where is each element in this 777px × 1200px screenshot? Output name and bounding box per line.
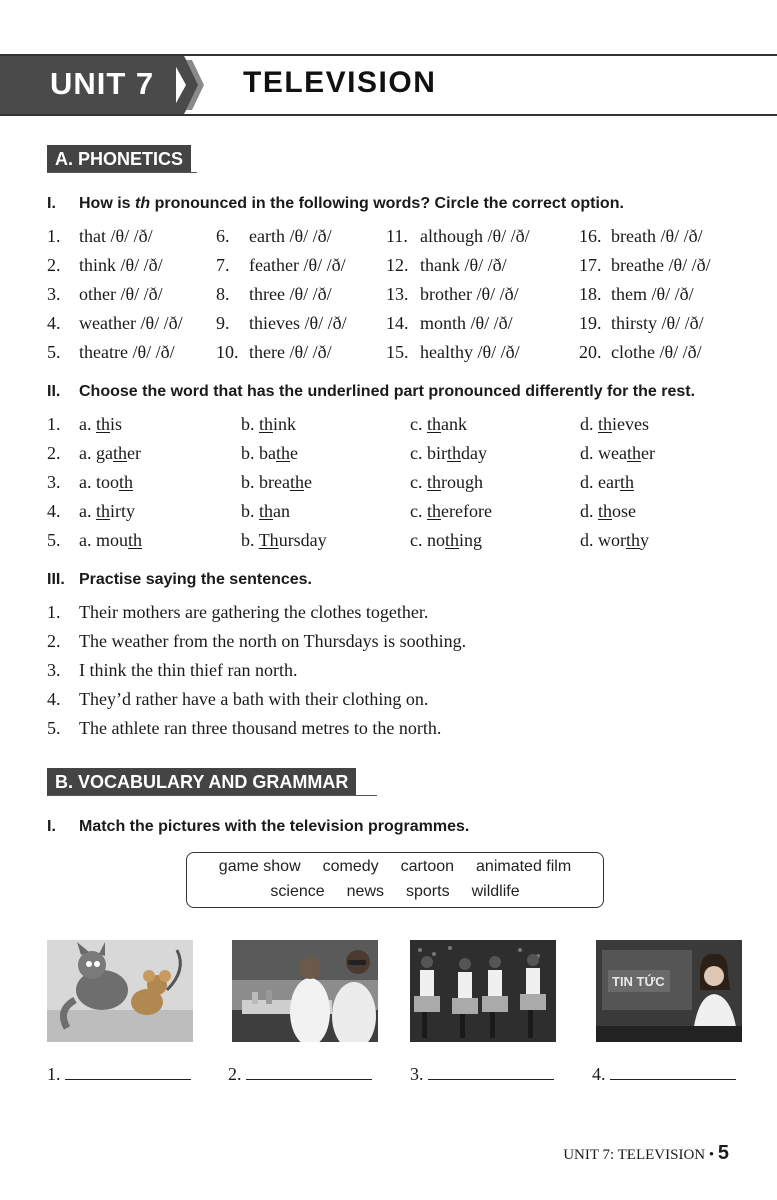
- phonetic-word-option[interactable]: healthy /θ/ /ð/: [420, 342, 520, 362]
- programme-word: news: [346, 883, 384, 900]
- practice-sentence: The athlete ran three thousand metres to the north.: [79, 718, 442, 738]
- programme-word: animated film: [476, 858, 572, 875]
- chevron-arrow-icon: [170, 56, 206, 114]
- word-choice-option[interactable]: a. this: [79, 414, 123, 434]
- word-choice-option[interactable]: d. those: [580, 501, 637, 521]
- question-number: II.: [47, 383, 61, 400]
- programme-word: cartoon: [400, 858, 455, 875]
- section-b-header: B. VOCABULARY AND GRAMMAR: [47, 768, 356, 796]
- underlined-sound: th: [598, 501, 613, 521]
- underlined-sound: th: [619, 472, 634, 492]
- phonetic-word-option[interactable]: earth /θ/ /ð/: [249, 226, 332, 246]
- word-choice-option[interactable]: d. earth: [580, 472, 634, 492]
- programme-word: game show: [218, 858, 301, 875]
- question-prompt: Match the pictures with the television programmes.: [79, 818, 470, 835]
- news-logo-text: TIN TỨC: [612, 974, 665, 989]
- practice-sentence: I think the thin thief ran north.: [79, 660, 298, 680]
- item-number: 5.: [47, 718, 61, 738]
- underlined-sound: th: [427, 414, 442, 434]
- question-prompt: Practise saying the sentences.: [79, 571, 312, 588]
- item-number: 6.: [216, 226, 230, 246]
- programme-word: wildlife: [471, 883, 520, 900]
- word-choice-option[interactable]: b. think: [241, 414, 297, 434]
- underlined-sound: th: [626, 443, 641, 463]
- footer-label: UNIT 7: TELEVISION •: [563, 1147, 715, 1163]
- question-prompt: How is th pronounced in the following words? Circle the correct option.: [79, 195, 624, 212]
- item-number: 9.: [216, 313, 230, 333]
- word-choice-option[interactable]: b. Thursday: [241, 530, 327, 550]
- word-choice-option[interactable]: d. worthy: [580, 530, 650, 550]
- word-choice-option[interactable]: c. thank: [410, 414, 468, 434]
- word-choice-option[interactable]: b. bathe: [241, 443, 299, 463]
- answer-blank-input: [610, 1065, 736, 1080]
- word-choice-option[interactable]: a. tooth: [79, 472, 134, 492]
- science-lab-picture: [232, 940, 378, 1042]
- page-footer: [563, 1142, 729, 1165]
- item-number: 18.: [579, 284, 602, 304]
- item-number: 5.: [47, 530, 61, 550]
- item-number: 19.: [579, 313, 602, 333]
- item-number: 3.: [47, 284, 61, 304]
- phonetic-word-option[interactable]: them /θ/ /ð/: [611, 284, 694, 304]
- answer-line[interactable]: 3.: [410, 1064, 554, 1085]
- underlined-sound: th: [119, 472, 134, 492]
- underlined-sound: th: [259, 414, 274, 434]
- practice-sentence: The weather from the north on Thursdays is soothing.: [79, 631, 467, 651]
- item-number: 20.: [579, 342, 602, 362]
- question-number: I.: [47, 818, 56, 835]
- phonetic-word-option[interactable]: other /θ/ /ð/: [79, 284, 163, 304]
- item-number: 1.: [47, 226, 61, 246]
- phonetic-word-option[interactable]: think /θ/ /ð/: [79, 255, 163, 275]
- item-number: 5.: [47, 342, 61, 362]
- item-number: 8.: [216, 284, 230, 304]
- phonetic-word-option[interactable]: theatre /θ/ /ð/: [79, 342, 175, 362]
- word-choice-option[interactable]: c. therefore: [410, 501, 492, 521]
- section-a-header: A. PHONETICS: [47, 145, 191, 173]
- item-number: 7.: [216, 255, 230, 275]
- item-number: 3.: [47, 660, 61, 680]
- answer-line[interactable]: 1.: [47, 1064, 191, 1085]
- underlined-sound: th: [289, 472, 304, 492]
- phonetic-word-option[interactable]: clothe /θ/ /ð/: [611, 342, 702, 362]
- item-number: 1.: [47, 414, 61, 434]
- cartoon-picture: [47, 940, 193, 1042]
- item-number: 11.: [386, 226, 408, 246]
- underlined-sound: th: [112, 443, 127, 463]
- item-number: 2.: [47, 631, 61, 651]
- word-choice-option[interactable]: c. through: [410, 472, 484, 492]
- phonetic-word-option[interactable]: thieves /θ/ /ð/: [249, 313, 347, 333]
- programme-word: comedy: [322, 858, 379, 875]
- phonetic-word-option[interactable]: three /θ/ /ð/: [249, 284, 332, 304]
- section-a-rule: [47, 172, 197, 173]
- answer-line[interactable]: 2.: [228, 1064, 372, 1085]
- item-number: 2.: [47, 443, 61, 463]
- answer-line[interactable]: 4.: [592, 1064, 736, 1085]
- item-number: 15.: [386, 342, 409, 362]
- underlined-sound: th: [446, 443, 461, 463]
- word-box: [186, 852, 604, 908]
- section-b-rule: [47, 795, 377, 796]
- item-number: 3.: [47, 472, 61, 492]
- underlined-sound: th: [445, 530, 460, 550]
- practice-sentence: Their mothers are gathering the clothes together.: [79, 602, 429, 622]
- item-number: 4.: [47, 689, 61, 709]
- phonetic-word-option[interactable]: feather /θ/ /ð/: [249, 255, 346, 275]
- item-number: 1.: [47, 602, 61, 622]
- phonetic-word-option[interactable]: thank /θ/ /ð/: [420, 255, 507, 275]
- phonetic-word-option[interactable]: there /θ/ /ð/: [249, 342, 332, 362]
- word-choice-option[interactable]: a. mouth: [79, 530, 143, 550]
- unit-label: UNIT 7: [50, 66, 155, 101]
- word-choice-option[interactable]: b. breathe: [241, 472, 312, 492]
- word-choice-option[interactable]: d. thieves: [580, 414, 649, 434]
- question-prompt: Choose the word that has the underlined part pronounced differently for the rest.: [79, 383, 696, 400]
- practice-sentence: They’d rather have a bath with their clothing on.: [79, 689, 429, 709]
- phonetic-word-option[interactable]: although /θ/ /ð/: [420, 226, 530, 246]
- header-bottom-rule: [0, 114, 777, 116]
- item-number: 2.: [47, 255, 61, 275]
- item-number: 16.: [579, 226, 602, 246]
- underlined-sound: th: [626, 530, 641, 550]
- item-number: 14.: [386, 313, 409, 333]
- word-choice-option[interactable]: a. thirty: [79, 501, 136, 521]
- underlined-sound: th: [128, 530, 143, 550]
- underlined-sound: th: [96, 414, 111, 434]
- item-number: 12.: [386, 255, 409, 275]
- underlined-sound: th: [96, 501, 111, 521]
- underlined-sound: th: [276, 443, 291, 463]
- page-title: TELEVISION: [243, 66, 437, 99]
- word-choice-option[interactable]: d. weather: [580, 443, 655, 463]
- programme-word: science: [270, 883, 325, 900]
- word-choice-option[interactable]: a. gather: [79, 443, 141, 463]
- phonetic-word-option[interactable]: weather /θ/ /ð/: [79, 313, 183, 333]
- item-number: 4.: [47, 501, 61, 521]
- answer-blank-input: [246, 1065, 372, 1080]
- game-show-picture: [410, 940, 556, 1042]
- programme-word: sports: [406, 883, 450, 900]
- phonetic-word-option[interactable]: that /θ/ /ð/: [79, 226, 153, 246]
- underlined-sound: Th: [258, 530, 279, 550]
- phonetic-word-option[interactable]: breathe /θ/ /ð/: [611, 255, 711, 275]
- underlined-sound: th: [427, 472, 442, 492]
- item-number: 17.: [579, 255, 602, 275]
- item-number: 13.: [386, 284, 409, 304]
- phonetic-word-option[interactable]: breath /θ/ /ð/: [611, 226, 703, 246]
- answer-blank-input: [65, 1065, 191, 1080]
- page-number: 5: [717, 1142, 729, 1164]
- item-number: 4.: [47, 313, 61, 333]
- question-number: I.: [47, 195, 56, 212]
- word-choice-option[interactable]: c. birthday: [410, 443, 487, 463]
- answer-blank-input: [428, 1065, 554, 1080]
- question-number: III.: [47, 571, 65, 588]
- underlined-sound: th: [598, 414, 613, 434]
- news-picture: [596, 940, 742, 1042]
- word-choice-option[interactable]: b. than: [241, 501, 291, 521]
- item-number: 10.: [216, 342, 239, 362]
- phonetic-word-option[interactable]: month /θ/ /ð/: [420, 313, 513, 333]
- word-choice-option[interactable]: c. nothing: [410, 530, 483, 550]
- underlined-sound: th: [259, 501, 274, 521]
- phonetic-word-option[interactable]: thirsty /θ/ /ð/: [611, 313, 704, 333]
- phonetic-word-option[interactable]: brother /θ/ /ð/: [420, 284, 519, 304]
- underlined-sound: th: [427, 501, 442, 521]
